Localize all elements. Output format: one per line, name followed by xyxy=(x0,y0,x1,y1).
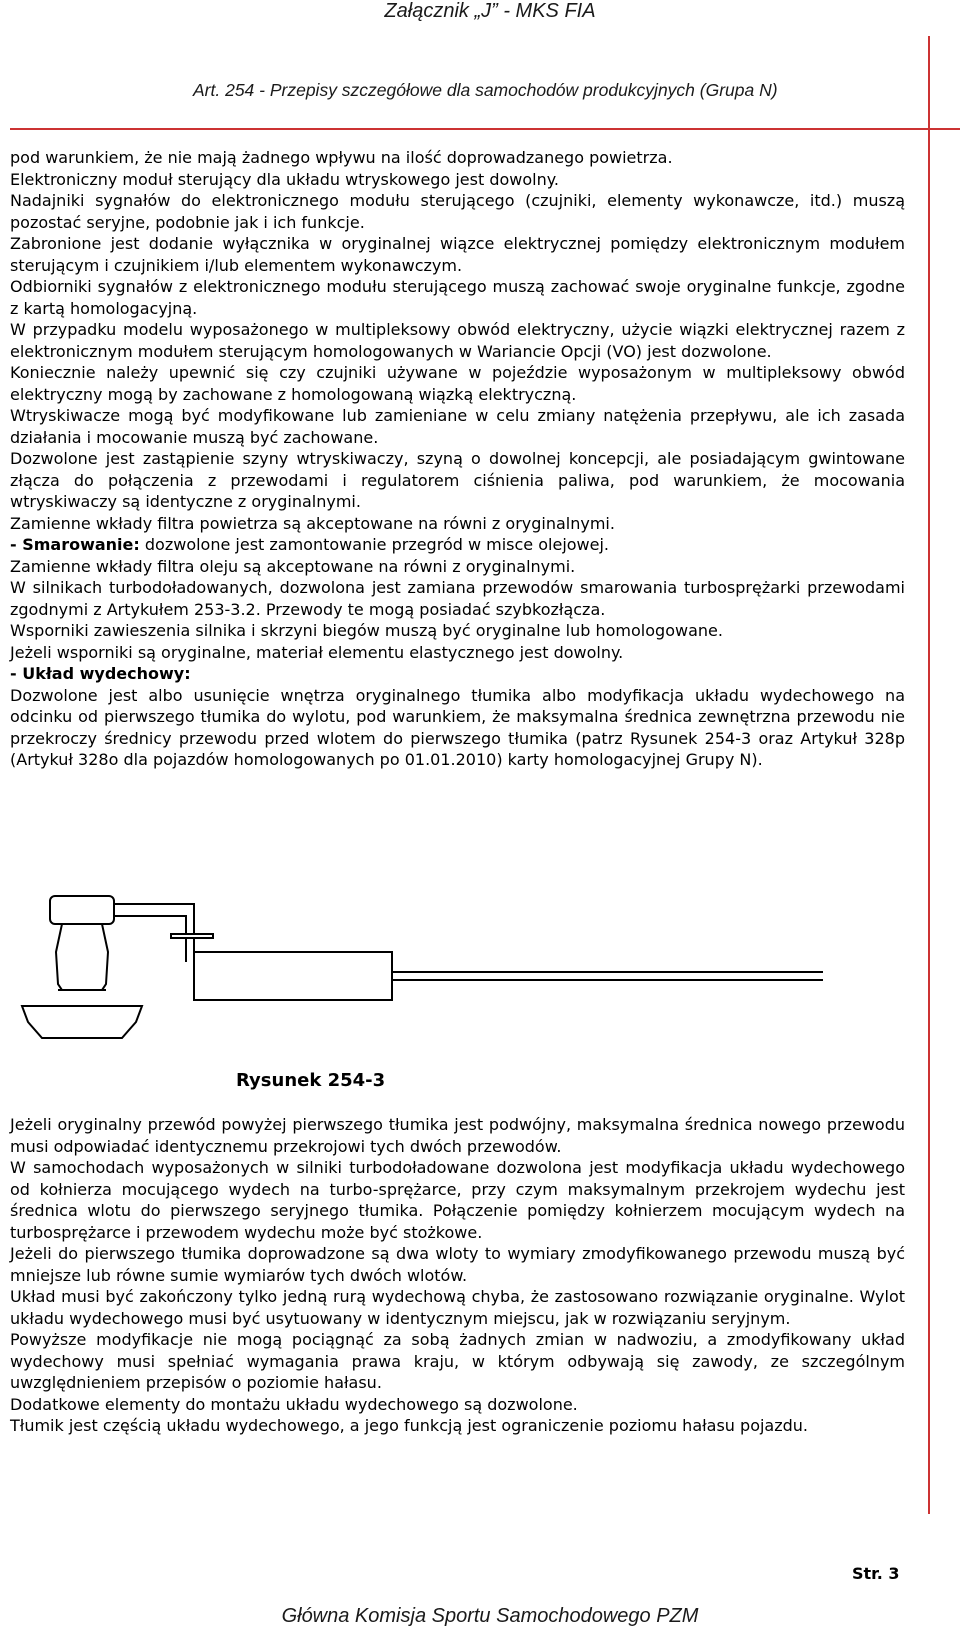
pipe-flange-shape xyxy=(171,934,213,938)
paragraph: Dozwolone jest zastąpienie szyny wtryskiwaczy, szyną o dowolnej koncepcji, ale posiadającym gwintowane złącza do połączenia z przewodami i regulatorem ciśnienia paliwa, pod warunkiem, że mocowania wtryskiwaczy są identyczne z oryginalnymi. xyxy=(10,449,905,511)
lubrication-text: dozwolone jest zamontowanie przegród w misce olejowej. xyxy=(139,535,610,554)
paragraph: Wsporniki zawieszenia silnika i skrzyni biegów muszą być oryginalne lub homologowane. xyxy=(10,621,723,640)
paragraph: Zamienne wkłady filtra oleju są akceptowane na równi z oryginalnymi. xyxy=(10,556,576,576)
paragraph: Tłumik jest częścią układu wydechowego, a jego funkcją jest ograniczenie poziomu hałasu pojazdu. xyxy=(10,1416,809,1435)
paragraph: Dozwolone jest albo usunięcie wnętrza oryginalnego tłumika albo modyfikacja układu wydechowego na odcinku od pierwszego tłumika do wylotu, pod warunkiem, że maksymalna średnica zewnętrzna przewodu nie przekroczy średnicy przewodu przed wlotem do pierwszego tłumika (patrz Rysunek 254-3 oraz Artykuł 328p (Artykuł 328o dla pojazdów homologowanych po 01.01.2010) karty homologacyjnej Grupy N). xyxy=(10,685,905,769)
header-subtitle: Art. 254 - Przepisy szczegółowe dla samochodów produkcyjnych (Grupa N) xyxy=(193,80,778,100)
paragraph: Powyższe modyfikacje nie mogą pociągnąć za sobą żadnych zmian w nadwoziu, a zmodyfikowany układ wydechowy musi spełniać wymagania prawa kraju, w którym odbywają się zawody, ze szczególnym uwzględnieniem przepisów o poziomie hałasu. xyxy=(10,1330,905,1392)
header-title: Załącznik „J” - MKS FIA xyxy=(384,0,596,22)
paragraph: W samochodach wyposażonych w silniki turbodoładowane dozwolona jest modyfikacja układu wydechowego od kołnierza mocującego wydech na turbo-sprężarce, przy czym maksymalnym przekrojem wydechu jest średnica wlotu do pierwszego seryjnego tłumika. Połączenie pomiędzy kołnierzem mocującym wydech na turbosprężarce i przewodem wydechu może być stożkowe. xyxy=(10,1158,905,1242)
manifold-body-shape xyxy=(56,924,108,990)
paragraph: Zabronione jest dodanie wyłącznika w oryginalnej wiązce elektrycznej pomiędzy elektronicznym modułem sterującym i czujnikiem i/lub elementem wykonawczym. xyxy=(10,234,905,275)
turbo-flange-shape xyxy=(50,896,114,924)
paragraph: Zamienne wkłady filtra powietrza są akceptowane na równi z oryginalnymi. xyxy=(10,513,615,533)
exhaust-pipe-upper-shape xyxy=(114,904,194,934)
paragraph: Układ musi być zakończony tylko jedną rurą wydechową chyba, że zastosowano rozwiązanie oryginalne. Wylot układu wydechowego musi być usytuowany w identycznym miejscu, jak w rozwiązaniu seryjnym. xyxy=(10,1287,905,1328)
horizontal-rule xyxy=(10,128,960,130)
paragraph: Jeżeli oryginalny przewód powyżej pierwszego tłumika jest podwójny, maksymalna średnica nowego przewodu musi odpowiadać identycznemu przekrojowi tych dwóch przewodów. xyxy=(10,1115,905,1156)
body-text-lower xyxy=(10,1114,905,1437)
paragraph: Wtryskiwacze mogą być modyfikowane lub zamieniane w celu zmiany natężenia przepływu, ale ich zasada działania i mocowanie muszą być zachowane. xyxy=(10,406,905,447)
paragraph: Elektroniczny moduł sterujący dla układu wtryskowego jest dowolny. xyxy=(10,169,559,189)
lubrication-paragraph xyxy=(10,534,905,556)
paragraph: Jeżeli wsporniki są oryginalne, materiał elementu elastycznego jest dowolny. xyxy=(10,642,624,662)
exhaust-diagram xyxy=(18,892,858,1056)
paragraph: pod warunkiem, że nie mają żadnego wpływu na ilość doprowadzanego powietrza. xyxy=(10,148,673,167)
figure-caption: Rysunek 254-3 xyxy=(236,1070,386,1091)
footer-text: Główna Komisja Sportu Samochodowego PZM xyxy=(281,1605,699,1627)
base-shape xyxy=(22,1006,142,1038)
body-text-upper xyxy=(10,147,905,771)
paragraph: Dodatkowe elementy do montażu układu wydechowego są dozwolone. xyxy=(10,1394,578,1414)
paragraph: W silnikach turbodoładowanych, dozwolona jest zamiana przewodów smarowania turbosprężarki przewodami zgodnymi z Artykułem 253-3.2. Przewody te mogą posiadać szybkozłącza. xyxy=(10,578,905,619)
paragraph: Nadajniki sygnałów do elektronicznego modułu sterującego (czujniki, elementy wykonawcze, itd.) muszą pozostać seryjne, podobnie jak i ich funkcje. xyxy=(10,191,905,232)
page-number: Str. 3 xyxy=(852,1564,900,1583)
section-heading-exhaust: - Układ wydechowy: xyxy=(10,664,191,683)
exhaust-pipe-lower-shape xyxy=(114,916,186,934)
muffler-shape xyxy=(194,952,392,1000)
paragraph: W przypadku modelu wyposażonego w multipleksowy obwód elektryczny, użycie wiązki elektrycznej razem z elektronicznym modułem sterującym homologowanych w Wariancie Opcji (VO) jest dozwolone. xyxy=(10,320,905,361)
paragraph: Koniecznie należy upewnić się czy czujniki używane w pojeździe wyposażonym w multipleksowy obwód elektryczny mogą by zachowane z homologowaną wiązką elektryczną. xyxy=(10,363,905,404)
vertical-rule xyxy=(928,36,930,1514)
section-heading-lubrication: - Smarowanie: xyxy=(10,535,140,554)
paragraph: Jeżeli do pierwszego tłumika doprowadzone są dwa wloty to wymiary zmodyfikowanego przewodu muszą być mniejsze lub równe sumie wymiarów tych dwóch wlotów. xyxy=(10,1244,905,1285)
paragraph: Odbiorniki sygnałów z elektronicznego modułu sterującego muszą zachować swoje oryginalne funkcje, zgodne z kartą homologacyjną. xyxy=(10,277,905,318)
